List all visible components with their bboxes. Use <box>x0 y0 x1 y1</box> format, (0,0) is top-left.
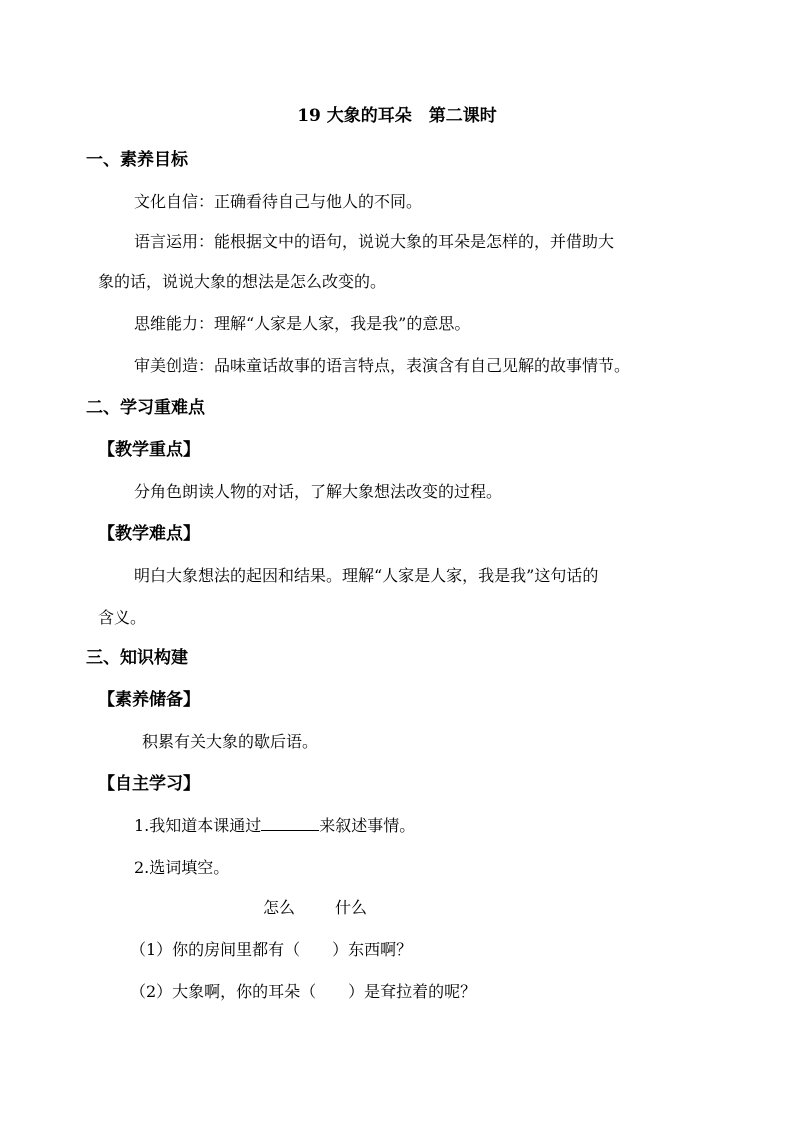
answer-blank[interactable] <box>261 816 319 831</box>
word-choice-zenme: 怎么 <box>263 898 296 917</box>
teaching-focus-heading: 【教学重点】 <box>98 440 200 460</box>
question-1 <box>134 816 415 836</box>
literacy-reserve-heading: 【素养储备】 <box>98 690 200 710</box>
word-choice-shenme: 什么 <box>335 898 368 917</box>
literacy-reserve-text: 积累有关大象的歇后语。 <box>142 732 319 751</box>
section-heading-key-points: 二、学习重难点 <box>86 398 205 418</box>
section-heading-knowledge: 三、知识构建 <box>86 648 188 668</box>
goal-thinking-ability: 思维能力：理解“人家是人家，我是我”的意思。 <box>134 314 471 333</box>
teaching-difficulty-text-continued: 含义。 <box>98 608 147 627</box>
question-1-prefix: 1.我知道本课通过 <box>134 816 262 835</box>
goal-cultural-confidence: 文化自信：正确看待自己与他人的不同。 <box>134 192 423 211</box>
word-choices <box>263 898 367 918</box>
section-heading-goals: 一、素养目标 <box>86 150 188 170</box>
fill-in-sentence-2: （2）大象啊，你的耳朵（ ）是耷拉着的呢？ <box>130 982 477 1001</box>
teaching-difficulty-text: 明白大象想法的起因和结果。理解“人家是人家，我是我”这句话的 <box>134 566 599 585</box>
goal-language-use: 语言运用：能根据文中的语句，说说大象的耳朵是怎样的，并借助大 <box>134 232 615 251</box>
goal-aesthetic-creation: 审美创造：品味童话故事的语言特点，表演含有自己见解的故事情节。 <box>134 356 631 375</box>
goal-language-use-continued: 象的话，说说大象的想法是怎么改变的。 <box>98 272 387 291</box>
teaching-focus-text: 分角色朗读人物的对话，了解大象想法改变的过程。 <box>134 482 503 501</box>
question-1-suffix: 来叙述事情。 <box>319 816 416 835</box>
question-2: 2.选词填空。 <box>134 858 230 877</box>
self-study-heading: 【自主学习】 <box>98 774 200 794</box>
fill-in-sentence-1: （1）你的房间里都有（ ）东西啊？ <box>130 940 413 959</box>
teaching-difficulty-heading: 【教学难点】 <box>98 524 200 544</box>
page-title: 19 大象的耳朵 第二课时 <box>297 106 497 126</box>
